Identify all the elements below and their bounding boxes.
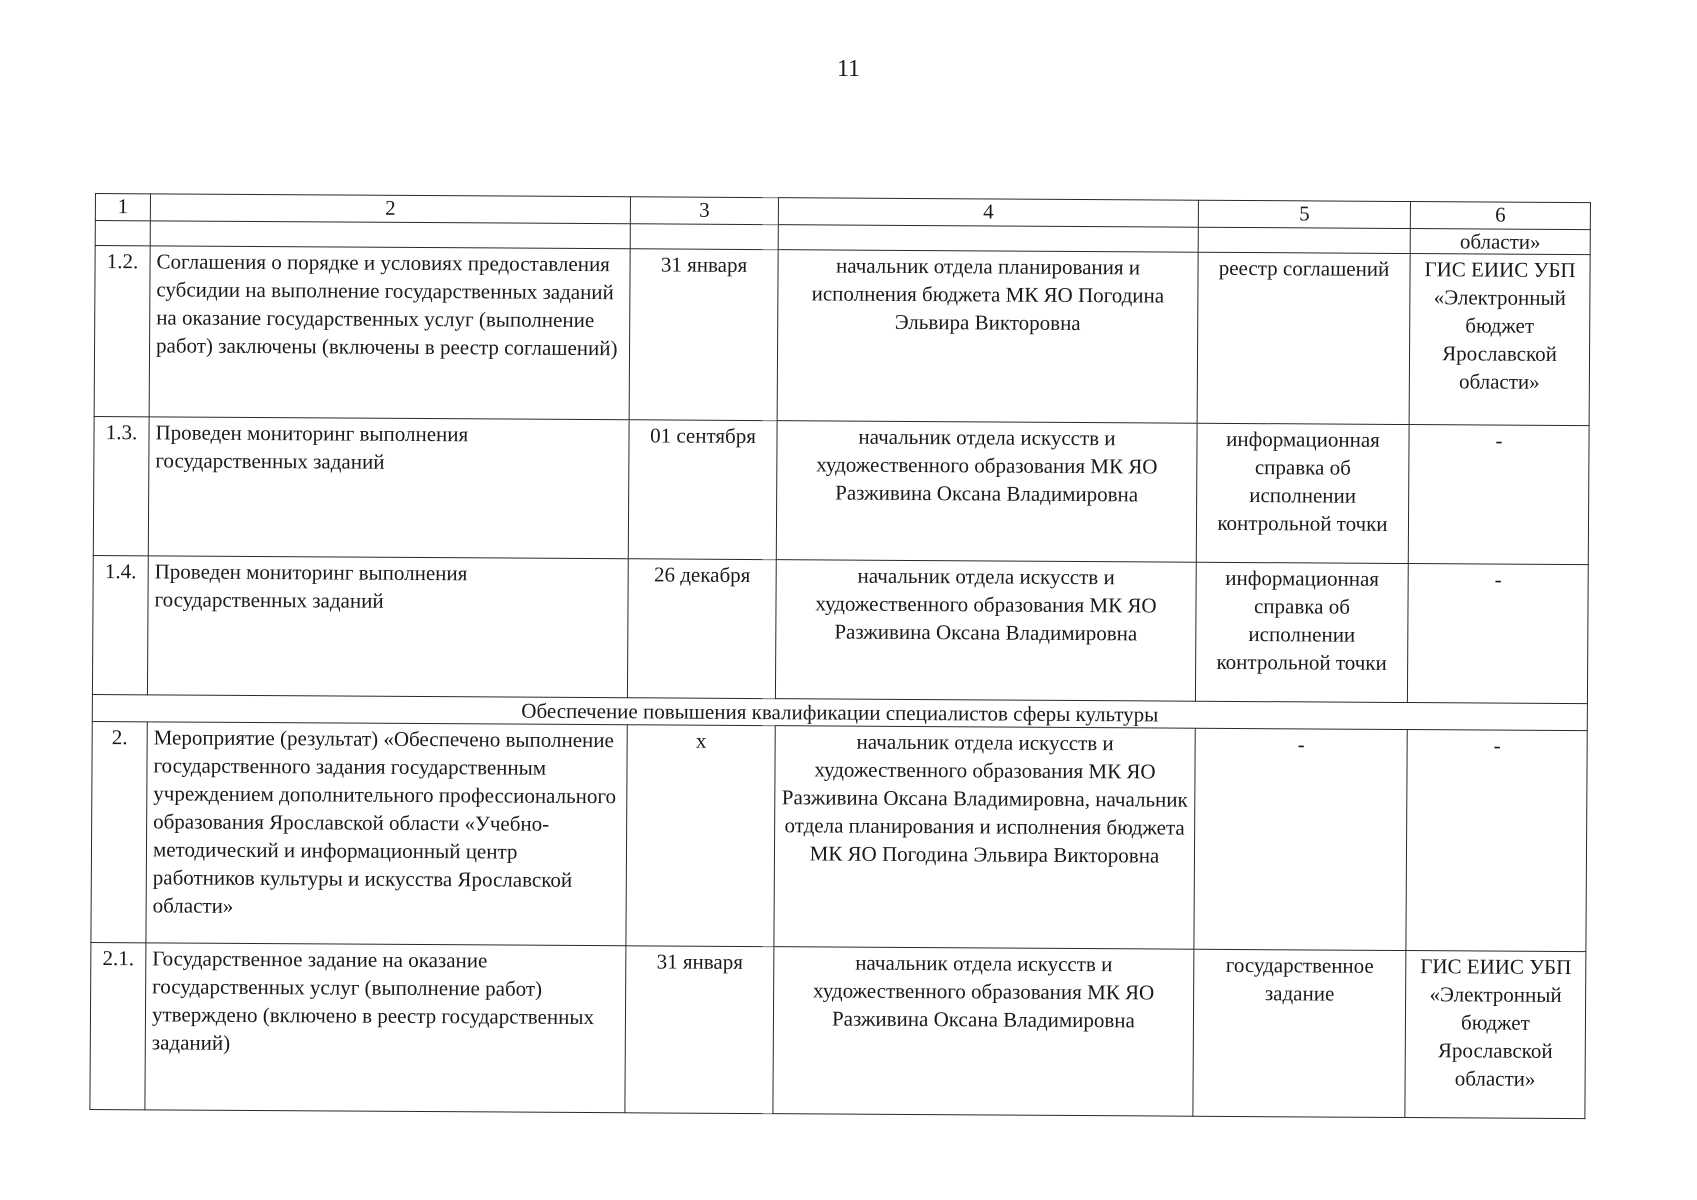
header-cell-col5: 5 [1198, 200, 1410, 228]
row-responsible: начальник отдела искусств и художественного образования МК ЯО Разживина Оксана Владимировна [773, 947, 1194, 1117]
row-number: 2. [91, 721, 147, 942]
row-document: реестр соглашений [1197, 252, 1410, 424]
row-system: ГИС ЕИИС УБП «Электронный бюджет Ярославской области» [1409, 254, 1590, 426]
row-description: Проведен мониторинг выполнения государственных заданий [147, 556, 628, 698]
row-system: ГИС ЕИИС УБП «Электронный бюджет Ярославской области» [1405, 951, 1586, 1119]
section-title: Обеспечение повышения квалификации специалистов сферы культуры [92, 694, 1587, 730]
row-date: 31 января [629, 249, 778, 421]
row-document: информационная справка об исполнении контрольной точки [1195, 562, 1408, 702]
row-description: Соглашения о порядке и условиях предоставления субсидии на выполнение государственных заданий на оказание государственных услуг (выполнение работ) заключены (включены в реестр соглашений) [149, 246, 630, 420]
plan-table-container [89, 193, 1590, 1119]
continuation-cell-empty [778, 225, 1198, 253]
table-row [94, 246, 1590, 426]
header-cell-col2: 2 [150, 194, 630, 224]
row-responsible: начальник отдела планирования и исполнения бюджета МК ЯО Погодина Эльвира Викторовна [777, 250, 1198, 424]
row-number: 1.3. [93, 416, 149, 555]
header-cell-col4: 4 [778, 198, 1198, 228]
plan-table [89, 193, 1591, 1119]
row-date: 31 января [625, 946, 774, 1114]
row-document: - [1194, 728, 1407, 950]
row-number: 1.4. [92, 555, 148, 694]
continuation-cell-empty [630, 224, 778, 250]
row-description: Проведен мониторинг выполнения государственных заданий [148, 417, 629, 559]
header-cell-col6: 6 [1410, 202, 1590, 230]
row-date: х [626, 725, 775, 947]
continuation-cell-empty [95, 221, 150, 246]
row-number: 2.1. [90, 942, 146, 1109]
page-number: 11 [836, 56, 861, 82]
row-responsible: начальник отдела искусств и художественного образования МК ЯО Разживина Оксана Владимировна [776, 421, 1197, 563]
row-description: Государственное задание на оказание государственных услуг (выполнение работ) утверждено (включено в реестр государственных заданий) [145, 943, 626, 1113]
row-system: - [1406, 730, 1587, 952]
table-row [91, 721, 1587, 951]
header-cell-col3: 3 [630, 197, 778, 225]
row-responsible: начальник отдела искусств и художественного образования МК ЯО Разживина Оксана Владимировна, начальник отдела планирования и исполнения бюджета МК ЯО Погодина Эльвира Викторовна [774, 726, 1195, 950]
row-date: 26 декабря [627, 559, 776, 699]
header-cell-col1: 1 [95, 194, 150, 221]
table-row [90, 942, 1586, 1118]
row-system: - [1408, 425, 1589, 565]
continuation-cell-empty [1198, 227, 1410, 253]
continuation-cell-empty [150, 221, 630, 249]
row-responsible: начальник отдела искусств и художественного образования МК ЯО Разживина Оксана Владимировна [775, 560, 1196, 702]
row-document: государственное задание [1193, 949, 1406, 1117]
table-row [92, 555, 1588, 703]
row-number: 1.2. [94, 246, 150, 417]
row-document: информационная справка об исполнении контрольной точки [1196, 423, 1409, 563]
row-description: Мероприятие (результат) «Обеспечено выполнение государственного задания государственным учреждением дополнительного профессионального образования Ярославской области «Учебно-методический и информационный центр работников культуры и искусства Ярославской области» [146, 722, 627, 946]
table-row [93, 416, 1589, 564]
continuation-cell-system: области» [1410, 229, 1590, 255]
row-date: 01 сентября [628, 420, 777, 560]
row-system: - [1407, 564, 1588, 704]
